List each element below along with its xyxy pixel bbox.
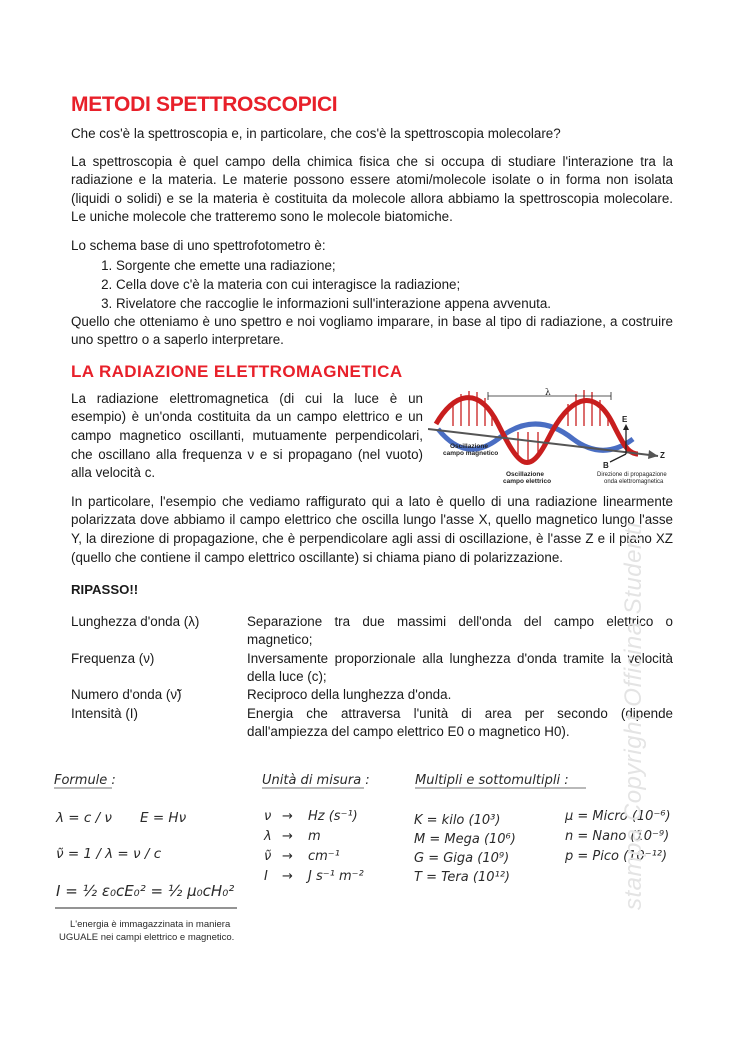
multiple-item: G = Giga (10⁹)	[414, 851, 510, 866]
ripasso-row	[71, 650, 673, 687]
radiation-paragraph: La radiazione elettromagnetica (di cui la luce è un esempio) è un'onda costituita da un campo elettrico e un campo magnetico oscillanti, mutuamente perpendicolari, che oscillano alla frequenza ν e si propagano (nel vuoto) alla velocità c.	[71, 390, 423, 481]
notes-units-title: Unità di misura :	[262, 773, 370, 788]
energy-note-line-1: L'energia è immagazzinata in maniera	[70, 919, 231, 930]
unit-value: cm⁻¹	[308, 849, 340, 864]
ripasso-term: Lunghezza d'onda (λ)	[71, 613, 200, 629]
ripasso-definition: Energia che attraversa l'unità di area per secondo (dipende dall'ampiezza del campo elettrico E0 o magnetico H0).	[247, 705, 673, 740]
unit-value: m	[308, 829, 321, 844]
ripasso-term: Numero d'onda (ν̃)	[71, 687, 182, 703]
question-text: Che cos'è la spettroscopia e, in particolare, che cos'è la spettroscopia molecolare?	[71, 126, 561, 141]
ripasso-definition: Reciproco della lunghezza d'onda.	[247, 687, 452, 703]
formula-intensity: I = ½ ε₀cE₀² = ½ μ₀cH₀²	[56, 882, 235, 900]
spectrum-paragraph: Quello che otteniamo è uno spettro e noi vogliamo imparare, in base al tipo di radiazione, a costruire uno spettro o a saperlo interpretare.	[71, 313, 673, 348]
ripasso-term: Frequenza (ν)	[71, 650, 155, 666]
ripasso-definition: Separazione tra due massimi dell'onda del campo elettrico o magnetico;	[247, 613, 673, 648]
submultiple-item: μ = Micro (10⁻⁶)	[565, 809, 671, 824]
multiple-item: K = kilo (10³)	[414, 813, 501, 828]
lambda-label: λ	[545, 387, 551, 398]
submultiple-item: n = Nano (10⁻⁹)	[565, 829, 670, 844]
ripasso-title: RIPASSO!!	[71, 582, 139, 598]
ripasso-row	[71, 705, 673, 742]
label-electric-2: campo elettrico	[503, 477, 552, 485]
ripasso-table	[71, 613, 673, 742]
notes-multiples-title: Multipli e sottomultipli :	[415, 773, 569, 788]
label-electric-1: Oscillazione	[506, 470, 544, 478]
submultiple-item: p = Pico (10⁻¹²)	[565, 849, 668, 864]
ripasso-row	[71, 686, 673, 704]
ripasso-term: Intensità (I)	[71, 705, 138, 721]
notes-formule-title: Formule :	[54, 773, 116, 788]
unit-arrow: →	[282, 869, 293, 884]
schema-list	[71, 256, 673, 313]
formula-wavelength: λ = c / ν	[56, 810, 112, 826]
label-magnetic-2: campo magnetico	[443, 449, 499, 457]
handwritten-notes	[52, 770, 702, 950]
watermark: stampa Copyright Officina Studenti	[620, 522, 647, 910]
energy-note-line-2: UGUALE nei campi elettrico e magnetico.	[59, 932, 235, 943]
intro-paragraph: La spettroscopia è quel campo della chimica fisica che si occupa di studiare l'interazione tra la radiazione e la materia. Le materie possono essere atomi/molecole isolate o in forma non isolata (liquidi o solidi) e se la materia è costituita da molecole allora abbiamo la spettroscopia molecolare. Le uniche molecole che tratteremo sono le molecole biatomiche.	[71, 153, 673, 225]
formula-wavenumber: ν̃ = 1 / λ = ν / c	[56, 846, 162, 862]
unit-arrow: →	[282, 809, 293, 824]
axis-e-label: E	[622, 414, 628, 424]
schema-intro: Lo schema base di uno spettrofotometro è:	[71, 237, 326, 253]
polarization-paragraph: In particolare, l'esempio che vediamo raffigurato qui a lato è quello di una radiazione linearmente polarizzata dove abbiamo il campo elettrico che oscilla lungo l'asse X, quello magnetico lungo l'asse Y, la direzione di propagazione, che è perpendicolare agli assi di oscillazione, è l'asse Z e il piano XZ (quello che contiene il campo elettrico oscillante) si chiama piano di polarizzazione.	[71, 493, 673, 565]
schema-item-cell: 2. Cella dove c'è la materia con cui interagisce la radiazione;	[116, 275, 673, 294]
document-page	[71, 92, 673, 742]
unit-arrow: →	[282, 849, 293, 864]
multiple-item: T = Tera (10¹²)	[414, 870, 510, 885]
label-direction-1: Direzione di propagazione	[597, 471, 667, 478]
unit-value: Hz (s⁻¹)	[308, 809, 358, 824]
multiple-item: M = Mega (10⁶)	[414, 832, 516, 847]
b-axis	[610, 454, 626, 462]
label-direction-2: onda elettromagnetica	[604, 478, 664, 485]
label-magnetic-1: Oscillazione	[450, 442, 488, 450]
unit-symbol: λ	[264, 829, 272, 844]
em-wave-figure	[428, 384, 678, 489]
unit-symbol: I	[264, 869, 268, 884]
section-title-radiation: LA RADIAZIONE ELETTROMAGNETICA	[71, 361, 403, 381]
propagation-arrow-head	[648, 450, 658, 459]
unit-symbol: ν̃	[264, 849, 272, 864]
ripasso-row	[71, 613, 673, 650]
axis-z-label: Z	[660, 450, 665, 460]
formula-energy: E = Hν	[140, 810, 187, 826]
page-title: METODI SPETTROSCOPICI	[71, 93, 338, 116]
axis-b-label: B	[603, 460, 609, 470]
radiation-block	[71, 387, 673, 485]
unit-value: J s⁻¹ m⁻²	[308, 869, 364, 884]
unit-symbol: ν	[264, 809, 272, 824]
schema-item-detector: 3. Rivelatore che raccoglie le informazioni sull'interazione appena avvenuta.	[116, 294, 673, 313]
ripasso-definition: Inversamente proporzionale alla lunghezza d'onda tramite la velocità della luce (c);	[247, 650, 673, 684]
schema-item-source: 1. Sorgente che emette una radiazione;	[116, 256, 673, 275]
unit-arrow: →	[282, 829, 293, 844]
